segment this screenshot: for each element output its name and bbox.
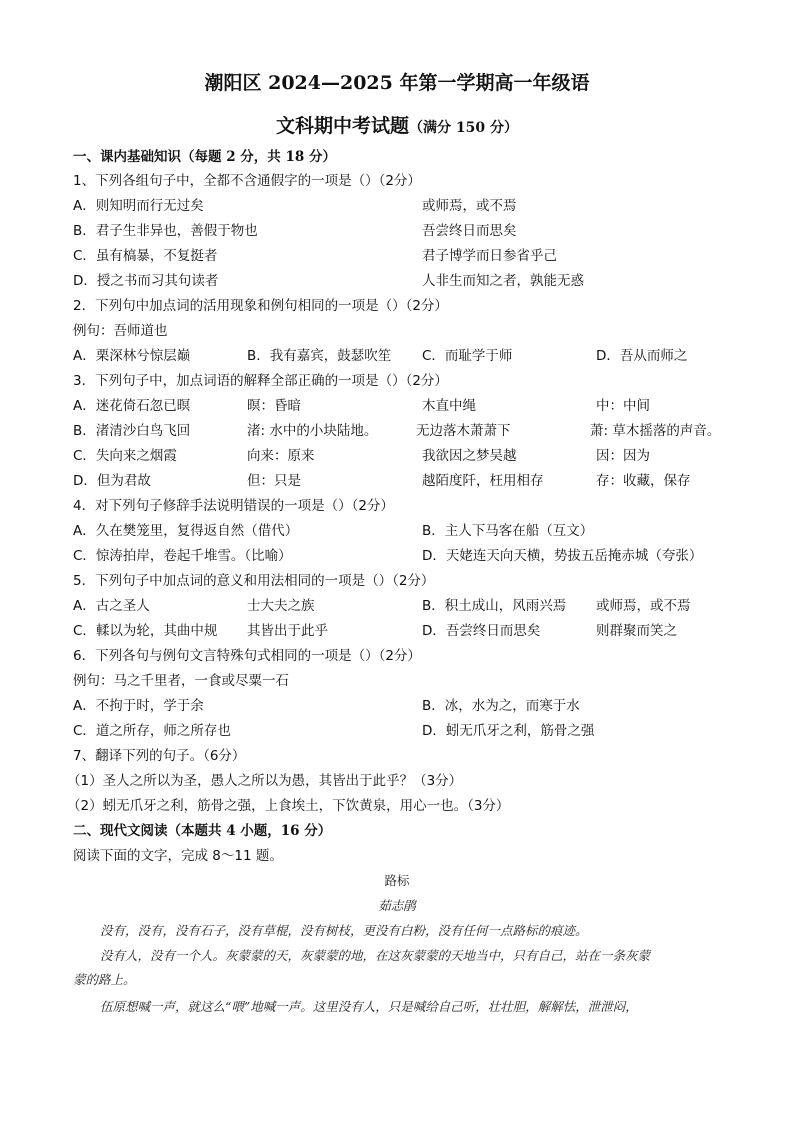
q1-option-c: C．虽有槁暴，不复挺者 [73,248,218,264]
q4-stem: 4．对下列句子修辞手法说明错误的一项是（）（2分） [73,498,394,514]
q7-item-1: （1）圣人之所以为圣，愚人之所以为愚，其皆出于此乎？（3分） [67,773,463,789]
q3-row-c-sentence1: C．失向来之烟霞 [73,448,177,464]
page-title-main: 文科期中考试题 [276,115,410,137]
q5-stem: 5．下列句子中加点词的意义和用法相同的一项是（）（2分） [73,573,435,589]
q4-option-c: C．惊涛拍岸，卷起千堆雪。（比喻） [73,548,292,564]
q3-row-b-gloss2: 萧: 草木摇落的声音。 [590,423,721,439]
q1-option-c-b: 君子博学而日参省乎己 [422,248,557,264]
q3-row-b-gloss1: 渚: 水中的小块陆地。 [247,423,378,439]
passage-author: 茹志鹃 [378,898,416,913]
q1-option-d: D．授之书而习其句读者 [73,273,219,289]
q1-stem: 1、下列各组句子中，全都不含通假字的一项是（）（2分） [73,173,421,189]
q3-row-a-gloss1: 暝：昏暗 [247,398,301,414]
q3-row-d-gloss2: 存：收藏，保存 [596,473,691,489]
q3-row-d-sentence1: D．但为君故 [73,473,151,489]
q1-option-a: A．则知明而行无过矣 [73,198,204,214]
passage-title: 路标 [384,873,410,888]
q6-stem: 6．下列各句与例句文言特殊句式相同的一项是（）（2分） [73,648,421,664]
q4-option-b: B．主人下马客在船（互文） [422,523,594,539]
q5-option-b-2: 或师焉，或不焉 [596,598,691,614]
q4-option-d: D．天姥连天向天横，势拔五岳掩赤城（夸张） [422,548,703,564]
q2-example: 例句：吾师道也 [73,323,168,339]
q1-option-b: B．君子生非异也，善假于物也 [73,223,258,239]
q5-option-a-2: 士大夫之族 [247,598,315,614]
q3-row-a-sentence1: A．迷花倚石忽已暝 [73,398,191,414]
q2-option-a: A．栗深林兮惊层巅 [73,348,191,364]
q3-row-a-sentence2: 木直中绳 [422,398,476,414]
q6-option-c: C．道之所存，师之所存也 [73,723,231,739]
q2-stem: 2．下列句中加点词的活用现象和例句相同的一项是（）（2分） [73,298,448,314]
q6-option-a: A．不拘于时，学于余 [73,698,204,714]
q3-row-c-gloss1: 向来：原来 [247,448,315,464]
q6-option-d: D．蚓无爪牙之利，筋骨之强 [422,723,595,739]
page-title-score: （满分 150 分） [409,120,518,136]
passage-paragraph-3: 伍原想喊一声，就这么“喂”地喊一声。这里没有人，只是喊给自己听，壮壮胆，解解怯，泄泄闷， [100,999,638,1014]
q7-stem: 7、翻译下列的句子。（6分） [73,748,246,764]
q3-row-c-sentence2: 我欲因之梦吴越 [422,448,517,464]
q5-option-c-2: 其皆出于此乎 [247,623,328,639]
q3-stem: 3．下列句子中，加点词语的解释全部正确的一项是（）（2分） [73,373,448,389]
page-title-line2 [0,113,794,141]
q5-option-c-1: C．輮以为轮，其曲中规 [73,623,218,639]
q3-row-d-gloss1: 但：只是 [247,473,301,489]
q5-option-d-1: D．吾尝终日而思矣 [422,623,541,639]
page-title-line1: 潮阳区 2024—2025 年第一学期高一年级语 [204,72,590,94]
passage-paragraph-1: 没有，没有，没有石子，没有草棍，没有树枝，更没有白粉，没有任何一点路标的痕迹。 [100,923,588,938]
passage-paragraph-2: 没有人，没有一个人。灰蒙蒙的天，灰蒙蒙的地，在这灰蒙蒙的天地当中，只有自己，站在一条灰蒙 [100,948,651,963]
section2-heading: 二、现代文阅读（本题共 4 小题，16 分） [73,823,332,839]
q6-example: 例句：马之千里者，一食或尽粟一石 [73,673,289,689]
q2-option-d: D．吾从而师之 [596,348,688,364]
q5-option-d-2: 则群聚而笑之 [596,623,677,639]
q3-row-c-gloss2: 因：因为 [596,448,650,464]
q1-option-d-b: 人非生而知之者，孰能无惑 [422,273,584,289]
q1-option-b-b: 吾尝终日而思矣 [422,223,517,239]
q7-item-2: （2）蚓无爪牙之利，筋骨之强，上食埃土，下饮黄泉，用心一也。（3分） [67,798,510,814]
q2-option-b: B．我有嘉宾，鼓瑟吹笙 [247,348,392,364]
section2-instruction: 阅读下面的文字，完成 8～11 题。 [73,848,283,864]
passage-paragraph-2-cont: 蒙的路上。 [73,972,136,987]
q5-option-b-1: B．积土成山，风雨兴焉 [422,598,567,614]
q2-option-c: C．而耻学于师 [422,348,513,364]
q4-option-a: A．久在樊笼里，复得返自然（借代） [73,523,299,539]
section1-heading: 一、课内基础知识（每题 2 分，共 18 分） [73,149,336,165]
q3-row-d-sentence2: 越陌度阡，枉用相存 [422,473,544,489]
q3-row-b-sentence2: 无边落木萧萧下 [416,423,511,439]
q1-option-a-b: 或师焉，或不焉 [422,198,517,214]
q3-row-b-sentence1: B．渚清沙白鸟飞回 [73,423,191,439]
q5-option-a-1: A．古之圣人 [73,598,150,614]
q3-row-a-gloss2: 中：中间 [596,398,650,414]
q6-option-b: B．冰，水为之，而寒于水 [422,698,580,714]
